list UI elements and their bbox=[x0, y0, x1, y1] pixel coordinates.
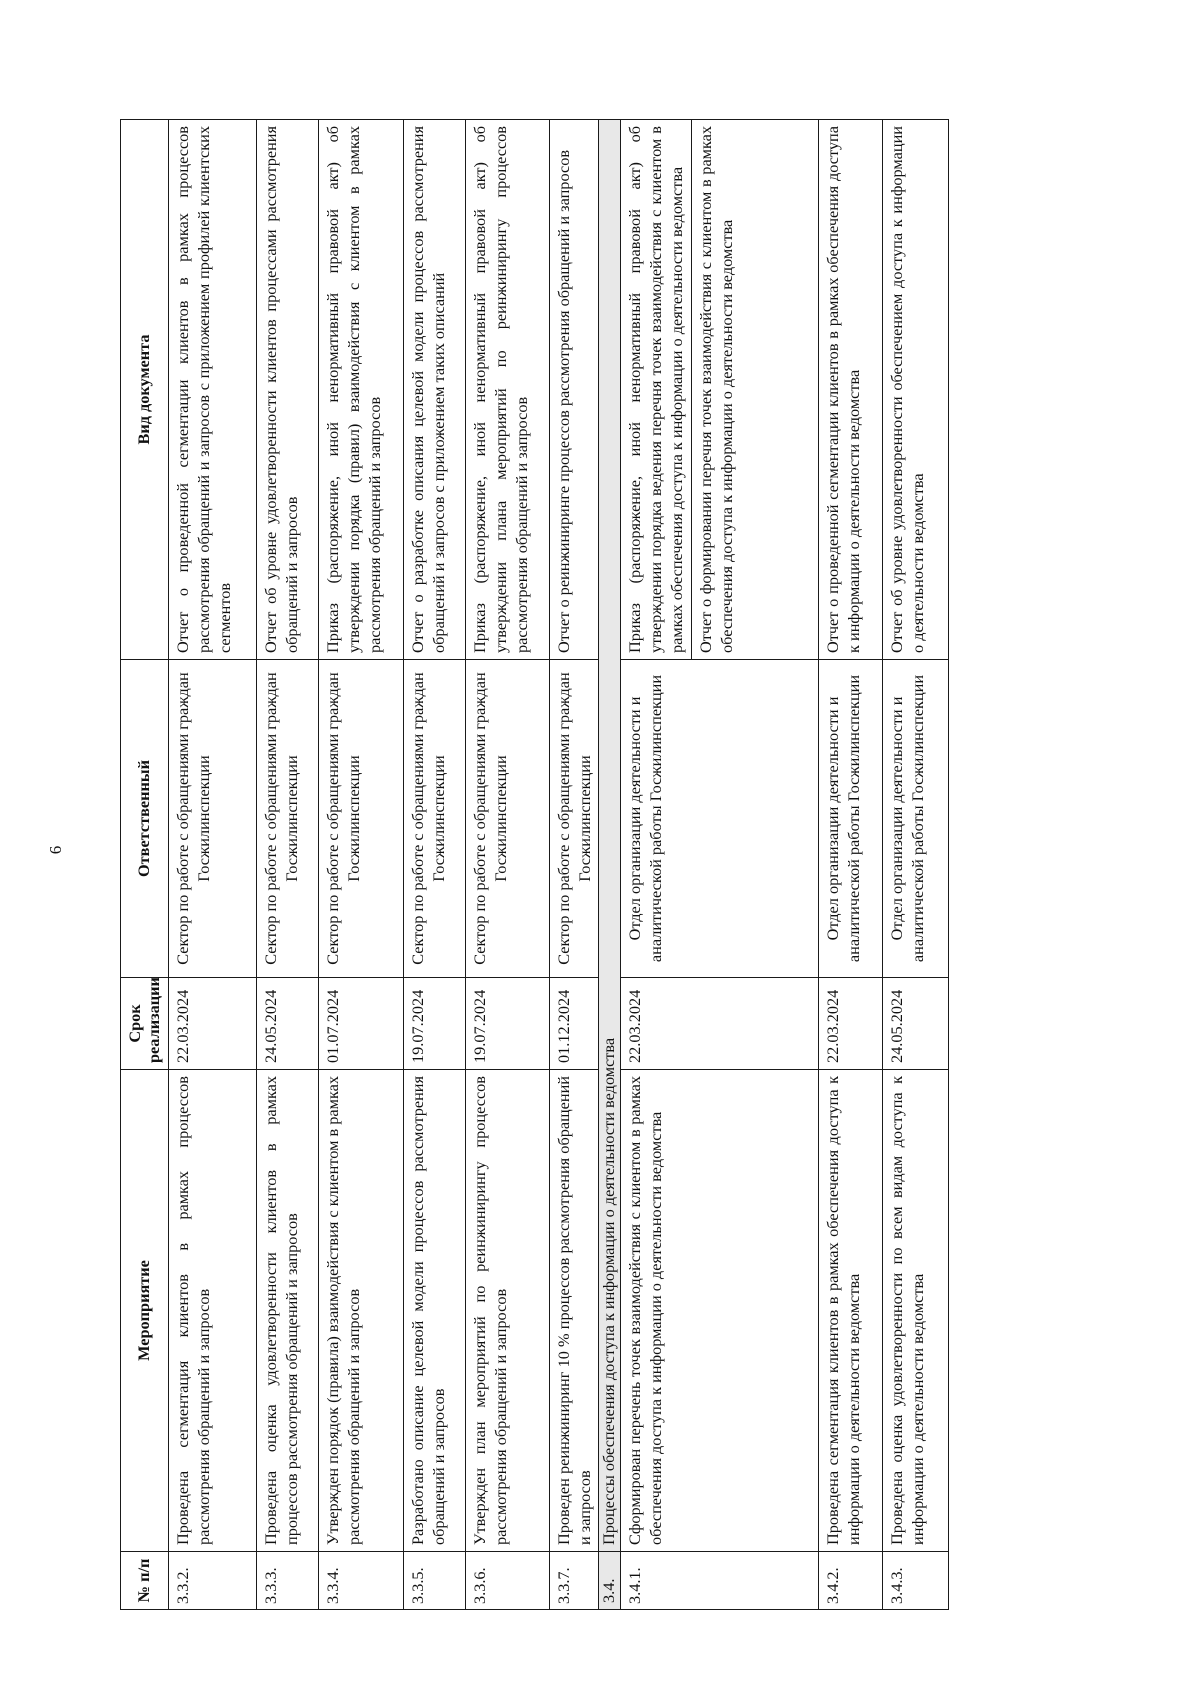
row-document: Отчет о разработке описания целевой модели процессов рассмотрения обращений и запросов с приложением таких описаний bbox=[404, 120, 466, 660]
row-responsible: Сектор по работе с обращениями граждан Госжилинспекции bbox=[466, 660, 550, 978]
table-row bbox=[466, 120, 550, 1610]
row-responsible: Сектор по работе с обращениями граждан Госжилинспекции bbox=[319, 660, 404, 978]
header-deadline: Срок реализации bbox=[121, 978, 169, 1070]
table-row bbox=[257, 120, 319, 1610]
table-row bbox=[621, 120, 819, 1610]
row-document: Отчет о проведенной сегментации клиентов в рамках процессов рассмотрения обращений и запросов с приложением профилей клиентских сегментов bbox=[169, 120, 257, 660]
row-measure: Утвержден план мероприятий по реинжинирингу процессов рассмотрения обращений и запросов bbox=[466, 1070, 550, 1552]
row-measure: Проведена сегментация клиентов в рамках обеспечения доступа к информации о деятельности ведомства bbox=[819, 1070, 883, 1552]
row-deadline: 22.03.2024 bbox=[169, 978, 257, 1070]
row-document: Приказ (распоряжение, иной ненормативный правовой акт) об утверждении плана мероприятий по реинжинирингу процессов рассмотрения обращений и запросов bbox=[466, 120, 550, 660]
table-row bbox=[883, 120, 949, 1610]
row-deadline: 01.07.2024 bbox=[319, 978, 404, 1070]
row-measure: Проведена сегментация клиентов в рамках процессов рассмотрения обращений и запросов bbox=[169, 1070, 257, 1552]
row-num: 3.3.2. bbox=[169, 1552, 257, 1610]
row-deadline: 01.12.2024 bbox=[550, 978, 599, 1070]
row-num: 3.3.5. bbox=[404, 1552, 466, 1610]
row-deadline: 24.05.2024 bbox=[257, 978, 319, 1070]
document-report: Отчет о формировании перечня точек взаимодействия с клиентом в рамках обеспечения доступа к информации о деятельности ведомства bbox=[691, 120, 740, 659]
row-document: Отчет о проведенной сегментации клиентов в рамках обеспечения доступа к информации о деятельности ведомства bbox=[819, 120, 883, 660]
row-responsible: Отдел организации деятельности и аналитической работы Госжилинспекции bbox=[621, 660, 819, 978]
header-document: Вид документа bbox=[121, 120, 169, 660]
row-responsible: Сектор по работе с обращениями граждан Госжилинспекции bbox=[169, 660, 257, 978]
row-document: Отчет об уровне удовлетворенности обеспечением доступа к информации о деятельности ведомства bbox=[883, 120, 949, 660]
row-num: 3.4.1. bbox=[621, 1552, 819, 1610]
section-title: Процессы обеспечения доступа к информации о деятельности ведомства bbox=[599, 120, 621, 1552]
table-row bbox=[169, 120, 257, 1610]
row-num: 3.4.3. bbox=[883, 1552, 949, 1610]
table-row bbox=[819, 120, 883, 1610]
row-document: Приказ (распоряжение, иной ненормативный правовой акт) об утверждении порядка (правил) взаимодействия с клиентом в рамках рассмотрения обращений и запросов bbox=[319, 120, 404, 660]
rotated-page-content bbox=[120, 120, 1000, 1610]
table-row bbox=[404, 120, 466, 1610]
row-document bbox=[621, 120, 819, 660]
header-responsible: Ответственный bbox=[121, 660, 169, 978]
row-measure: Проведена оценка удовлетворенности клиентов в рамках процессов рассмотрения обращений и запросов bbox=[257, 1070, 319, 1552]
page-number: 6 bbox=[46, 845, 65, 855]
row-responsible: Сектор по работе с обращениями граждан Госжилинспекции bbox=[550, 660, 599, 978]
row-num: 3.3.4. bbox=[319, 1552, 404, 1610]
row-document: Отчет о реинжиниринге процессов рассмотрения обращений и запросов bbox=[550, 120, 599, 660]
document-order: Приказ (распоряжение, иной ненормативный правовой акт) об утверждении порядка ведения перечня точек взаимодействия с клиентом в рамках обеспечения доступа к информации о деятельности ведомства bbox=[625, 126, 687, 653]
row-deadline: 22.03.2024 bbox=[819, 978, 883, 1070]
row-num: 3.3.6. bbox=[466, 1552, 550, 1610]
row-measure: Проведен реинжиниринг 10 % процессов рассмотрения обращений и запросов bbox=[550, 1070, 599, 1552]
row-deadline: 19.07.2024 bbox=[466, 978, 550, 1070]
row-num: 3.4.2. bbox=[819, 1552, 883, 1610]
row-measure: Сформирован перечень точек взаимодействия с клиентом в рамках обеспечения доступа к информации о деятельности ведомства bbox=[621, 1070, 819, 1552]
table-row bbox=[319, 120, 404, 1610]
section-row bbox=[599, 120, 621, 1610]
row-num: 3.3.3. bbox=[257, 1552, 319, 1610]
row-responsible: Сектор по работе с обращениями граждан Госжилинспекции bbox=[404, 660, 466, 978]
row-deadline: 22.03.2024 bbox=[621, 978, 819, 1070]
row-deadline: 24.05.2024 bbox=[883, 978, 949, 1070]
action-plan-table bbox=[120, 119, 949, 1610]
row-responsible: Отдел организации деятельности и аналитической работы Госжилинспекции bbox=[883, 660, 949, 978]
row-measure: Проведена оценка удовлетворенности по всем видам доступа к информации о деятельности ведомства bbox=[883, 1070, 949, 1552]
row-num: 3.3.7. bbox=[550, 1552, 599, 1610]
section-num: 3.4. bbox=[599, 1552, 621, 1610]
header-measure: Мероприятие bbox=[121, 1070, 169, 1552]
row-document: Отчет об уровне удовлетворенности клиентов процессами рассмотрения обращений и запросов bbox=[257, 120, 319, 660]
row-responsible: Отдел организации деятельности и аналитической работы Госжилинспекции bbox=[819, 660, 883, 978]
table-header-row bbox=[121, 120, 169, 1610]
row-measure: Разработано описание целевой модели процессов рассмотрения обращений и запросов bbox=[404, 1070, 466, 1552]
table-row bbox=[550, 120, 599, 1610]
row-deadline: 19.07.2024 bbox=[404, 978, 466, 1070]
row-responsible: Сектор по работе с обращениями граждан Госжилинспекции bbox=[257, 660, 319, 978]
header-num: № п/п bbox=[121, 1552, 169, 1610]
row-measure: Утвержден порядок (правила) взаимодействия с клиентом в рамках рассмотрения обращений и запросов bbox=[319, 1070, 404, 1552]
